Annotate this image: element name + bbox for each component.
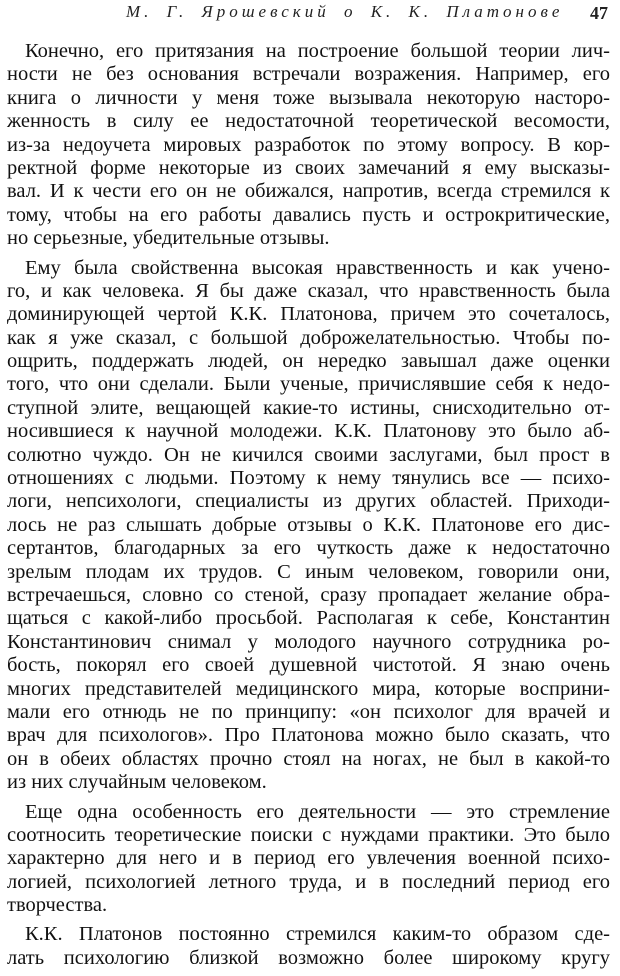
page-number: 47 <box>590 3 608 23</box>
text-line: ощрить, поддержать людей, он нередко завышал даже оценки <box>7 350 610 373</box>
paragraph <box>7 801 610 918</box>
text-line: ности не без основания встречали возражения. Например, его <box>7 63 610 86</box>
text-line: вал. И к чести его он не обижался, напротив, всегда стремился к <box>7 180 610 203</box>
text-line: ректной форме некоторые из своих замечаний я ему высказы- <box>7 156 610 179</box>
body-text <box>7 40 610 976</box>
paragraph <box>7 923 610 970</box>
text-line: из-за недоучета мировых разработок по этому вопросу. В кор- <box>7 133 610 156</box>
text-line: Константинович снимал у молодого научного сотрудника ро- <box>7 630 610 653</box>
text-line: врач для психологов». Про Платонова можно было сказать, что <box>7 724 610 747</box>
text-line: творчества. <box>7 894 108 917</box>
text-line: сертантов, благодарных за его чуткость даже к недостаточно <box>7 537 610 560</box>
text-line: отношениях с людьми. Поэтому к нему тянулись все — психо- <box>7 467 610 490</box>
text-line: как я уже сказал, с большой доброжелательностью. Чтобы по- <box>7 326 610 349</box>
text-line: Конечно, его притязания на построение большой теории лич- <box>25 40 610 62</box>
text-line: женность в силу ее недостаточной теоретической весомости, <box>7 110 610 133</box>
text-line: он в обеих областях прочно стоял на ногах, не был в какой-то <box>7 747 610 770</box>
text-line: солютно чуждо. Он не кичился своими заслугами, был прост в <box>7 443 610 466</box>
text-line: щаться с какой-либо просьбой. Располагая к себе, Константин <box>7 607 610 630</box>
paragraph <box>7 257 610 795</box>
running-head: М. Г. Ярошевский о К. К. Платонове <box>126 2 564 21</box>
text-line: встречаешься, словно со стеной, сразу пропадает желание обра- <box>7 583 610 606</box>
text-line: лать психологию близкой возможно более широкому кругу <box>7 946 610 969</box>
text-line: из них случайным человеком. <box>7 771 267 794</box>
text-line: логией, психологией летного труда, и в последний период его <box>7 870 610 893</box>
text-line: того, что они сделали. Были ученые, причислявшие себя к недо- <box>7 373 610 396</box>
text-line: Ему была свойственна высокая нравственность и как учено- <box>25 256 610 279</box>
text-line: но серьезные, убедительные отзывы. <box>7 227 330 250</box>
text-line: книга о личности у меня тоже вызывала некоторую насторо- <box>7 86 610 109</box>
text-line: характерно для него и в период его увлечения военной психо- <box>7 847 610 870</box>
text-line: логи, непсихологи, специалисты из других областей. Приходи- <box>7 490 610 513</box>
text-line: тому, чтобы на его работы давались пусть и острокритические, <box>7 203 610 226</box>
paragraph <box>7 40 610 251</box>
text-line: го, и как человека. Я бы даже сказал, что нравственность была <box>7 279 610 302</box>
text-line: зрелым плодам их трудов. С иным человеком, говорили они, <box>7 560 610 583</box>
text-line: Еще одна особенность его деятельности — это стремление <box>25 800 610 823</box>
text-line: лось не раз слышать добрые отзывы о К.К. Платонове его дис- <box>7 513 610 536</box>
text-line: К.К. Платонов постоянно стремился каким-то образом сде- <box>25 923 610 946</box>
text-line: многих представителей медицинского мира, которые восприни- <box>7 677 610 700</box>
text-line: соотносить теоретические поиски с нуждами практики. Это было <box>7 823 610 846</box>
text-line: доминирующей чертой К.К. Платонова, причем это сочеталось, <box>7 303 610 326</box>
text-line: ступной элите, вещающей какие-то истины, снисходительно от- <box>7 396 610 419</box>
text-line: бость, покорял его своей душевной чистотой. Я знаю очень <box>7 654 610 677</box>
text-line: носившиеся к научной молодежи. К.К. Платонову это было аб- <box>7 420 610 443</box>
text-line: мали его отнюдь не по принципу: «он психолог для врачей и <box>7 700 610 723</box>
